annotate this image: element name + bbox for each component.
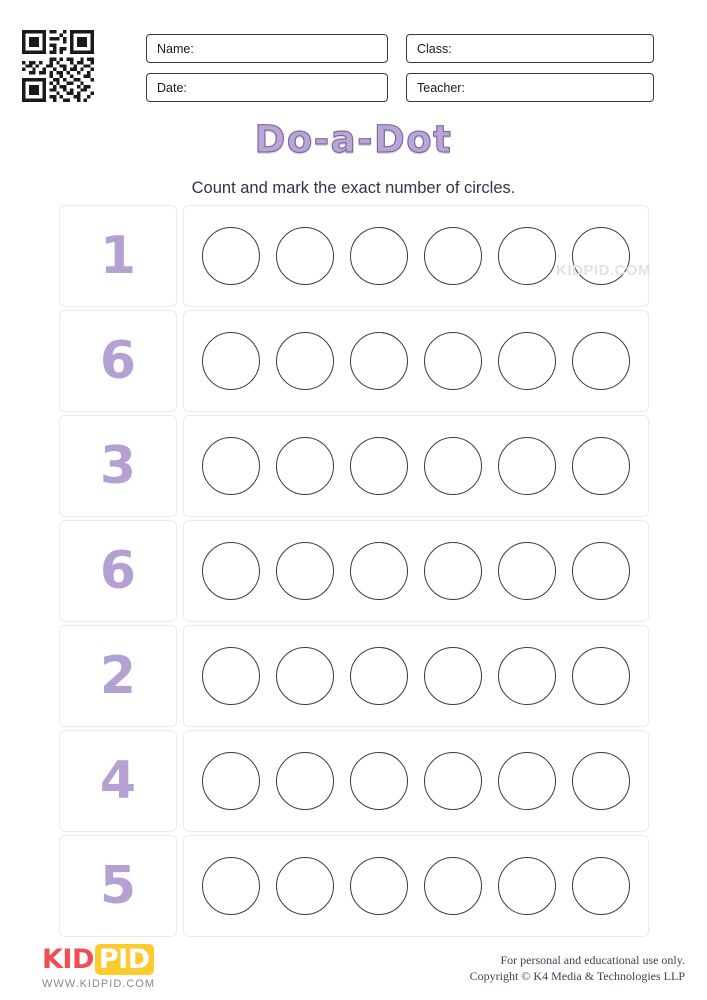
watermark: KIDPID.COM: [556, 262, 651, 279]
circles-cell: [183, 310, 649, 412]
dot-circle[interactable]: [202, 437, 260, 495]
number-cell: [59, 835, 177, 937]
footer-copyright: [470, 952, 685, 984]
circles-cell: [183, 205, 649, 307]
row-number: 6: [99, 331, 137, 391]
dot-circle[interactable]: [424, 227, 482, 285]
dot-circle[interactable]: [572, 752, 630, 810]
dot-circle[interactable]: [572, 647, 630, 705]
dot-circle[interactable]: [202, 752, 260, 810]
dot-circle[interactable]: [276, 332, 334, 390]
footer-copyright-line: Copyright © K4 Media & Technologies LLP: [469, 969, 685, 984]
dot-circle[interactable]: [276, 227, 334, 285]
dot-circle[interactable]: [498, 647, 556, 705]
dot-circle[interactable]: [424, 437, 482, 495]
row-number: 2: [99, 646, 137, 706]
circles-cell: [183, 415, 649, 517]
circles-cell: [183, 730, 649, 832]
name-field-label: Name:: [157, 41, 194, 56]
dot-circle[interactable]: [424, 542, 482, 600]
circles-cell: [183, 625, 649, 727]
dot-circle[interactable]: [498, 227, 556, 285]
dot-circle[interactable]: [572, 542, 630, 600]
class-field[interactable]: [406, 34, 654, 63]
dot-circle[interactable]: [572, 857, 630, 915]
dot-circle[interactable]: [498, 542, 556, 600]
kidpid-logo: [42, 944, 192, 990]
footer-usage-line: For personal and educational use only.: [500, 953, 685, 967]
dot-circle[interactable]: [350, 647, 408, 705]
dot-circle[interactable]: [350, 542, 408, 600]
number-cell: [59, 520, 177, 622]
worksheet-row: [59, 730, 649, 835]
dot-circle[interactable]: [276, 857, 334, 915]
dot-circle[interactable]: [498, 752, 556, 810]
date-field[interactable]: [146, 73, 388, 102]
dot-circle[interactable]: [202, 332, 260, 390]
worksheet-row: [59, 415, 649, 520]
dot-circle[interactable]: [350, 437, 408, 495]
worksheet-rows: [59, 205, 649, 940]
number-cell: [59, 310, 177, 412]
qr-code-icon: [22, 30, 94, 102]
dot-circle[interactable]: [202, 857, 260, 915]
logo-text-pid: PID: [95, 944, 154, 975]
dot-circle[interactable]: [350, 752, 408, 810]
number-cell: [59, 625, 177, 727]
dot-circle[interactable]: [276, 437, 334, 495]
row-number: 3: [99, 436, 137, 496]
number-cell: [59, 730, 177, 832]
number-cell: [59, 205, 177, 307]
worksheet-row: [59, 520, 649, 625]
dot-circle[interactable]: [572, 332, 630, 390]
dot-circle[interactable]: [424, 857, 482, 915]
dot-circle[interactable]: [350, 227, 408, 285]
worksheet-row: [59, 205, 649, 310]
class-field-label: Class:: [417, 41, 452, 56]
logo-text-kid: KID: [42, 944, 94, 975]
dot-circle[interactable]: [572, 227, 630, 285]
dot-circle[interactable]: [424, 752, 482, 810]
row-number: 1: [99, 226, 137, 286]
page-title: Do-a-Dot: [254, 118, 453, 161]
dot-circle[interactable]: [276, 752, 334, 810]
dot-circle[interactable]: [350, 332, 408, 390]
row-number: 6: [99, 541, 137, 601]
worksheet-row: [59, 835, 649, 940]
circles-cell: [183, 520, 649, 622]
dot-circle[interactable]: [498, 437, 556, 495]
row-number: 5: [99, 856, 137, 916]
dot-circle[interactable]: [276, 542, 334, 600]
worksheet-row: [59, 310, 649, 415]
dot-circle[interactable]: [350, 857, 408, 915]
worksheet-row: [59, 625, 649, 730]
dot-circle[interactable]: [498, 332, 556, 390]
teacher-field[interactable]: [406, 73, 654, 102]
number-cell: [59, 415, 177, 517]
date-field-label: Date:: [157, 80, 187, 95]
dot-circle[interactable]: [202, 542, 260, 600]
dot-circle[interactable]: [276, 647, 334, 705]
dot-circle[interactable]: [424, 647, 482, 705]
dot-circle[interactable]: [424, 332, 482, 390]
teacher-field-label: Teacher:: [417, 80, 465, 95]
dot-circle[interactable]: [202, 227, 260, 285]
logo-url: WWW.KIDPID.COM: [42, 978, 155, 990]
instruction-text: Count and mark the exact number of circles.: [191, 179, 516, 197]
dot-circle[interactable]: [498, 857, 556, 915]
name-field[interactable]: [146, 34, 388, 63]
circles-cell: [183, 835, 649, 937]
dot-circle[interactable]: [202, 647, 260, 705]
dot-circle[interactable]: [572, 437, 630, 495]
row-number: 4: [99, 751, 137, 811]
worksheet-header: [0, 22, 707, 112]
